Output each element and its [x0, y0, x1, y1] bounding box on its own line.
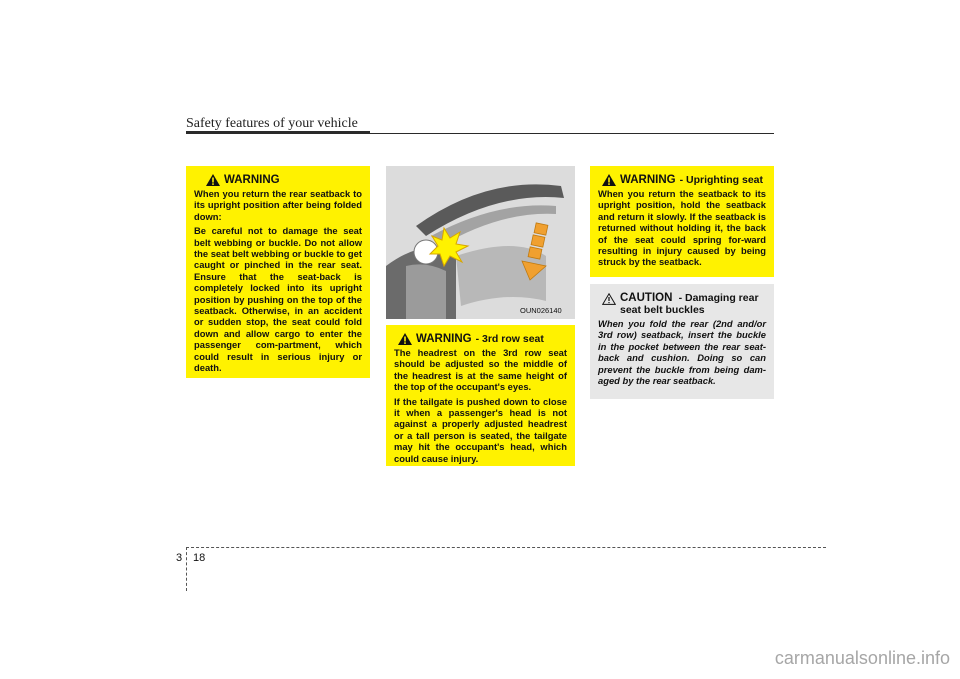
warning-text: If the tailgate is pushed down to close it when a passenger's head is not against a properly adjusted headrest or a tall person is seated, the tailgate may hit the occupant's head, which could cause injury. — [394, 395, 567, 464]
warning-box-seatback — [186, 166, 370, 378]
caution-subtitle: - Damaging rear seat belt buckles — [620, 292, 759, 316]
page-number: 18 — [193, 552, 206, 564]
figure-code: OUN026140 — [520, 306, 562, 315]
warning-text: Be careful not to damage the seat belt webbing or buckle. Do not allow the seat belt webbing or buckle to get caught or pinched in the rear seat. Ensure that the seat-back is completely locked into its upright position by pushing on the top of the seatback. Otherwise, in an accident or sudden stop, the seat could fold down and allow cargo to enter the passenger com-partment, which could result in serious injury or death. — [194, 225, 362, 374]
caution-icon — [602, 293, 616, 305]
footer-divider — [186, 547, 826, 548]
warning-subtitle: - 3rd row seat — [475, 333, 544, 345]
warning-icon — [602, 174, 616, 186]
header-rule-thin — [370, 133, 774, 134]
warning-text: When you return the seatback to its upright position, hold the seatback and return it slowly. If the seatback is returned without holding it, the back of the seat could spring for-ward resulting in injury caused by being struck by the seatback. — [598, 188, 766, 268]
header-rule — [186, 131, 370, 134]
warning-title-text: WARNING — [620, 174, 676, 186]
warning-box-3rd-row — [386, 325, 575, 466]
seat-headrest-illustration — [386, 166, 575, 319]
warning-title — [194, 174, 362, 186]
warning-icon — [398, 333, 412, 345]
warning-title — [598, 174, 766, 186]
warning-text: When you return the rear seatback to its upright position after being folded down: — [194, 188, 362, 222]
watermark: carmanualsonline.info — [774, 648, 950, 668]
warning-icon — [206, 174, 220, 186]
warning-subtitle: - Uprighting seat — [679, 174, 764, 186]
warning-box-upright — [590, 166, 774, 277]
illustration-image — [386, 166, 575, 319]
warning-title — [394, 333, 567, 345]
footer-divider-vertical — [186, 547, 187, 591]
chapter-number: 3 — [176, 552, 183, 564]
page-header-title: Safety features of your vehicle — [186, 116, 358, 131]
caution-title-text: CAUTION — [620, 292, 673, 304]
warning-title-text: WARNING — [224, 174, 280, 186]
caution-box-buckles — [590, 284, 774, 399]
caution-text: When you fold the rear (2nd and/or 3rd row) seatback, insert the buckle in the pocket between the rear seat-back and cushion. Doing so can prevent the buckle from being dam-aged by the rear seatback. — [598, 318, 766, 387]
caution-title — [598, 292, 766, 316]
warning-text: The headrest on the 3rd row seat should be adjusted so the middle of the headrest is at the same height of the top of the occupant's eyes. — [394, 347, 567, 393]
warning-title-text: WARNING — [416, 333, 472, 345]
